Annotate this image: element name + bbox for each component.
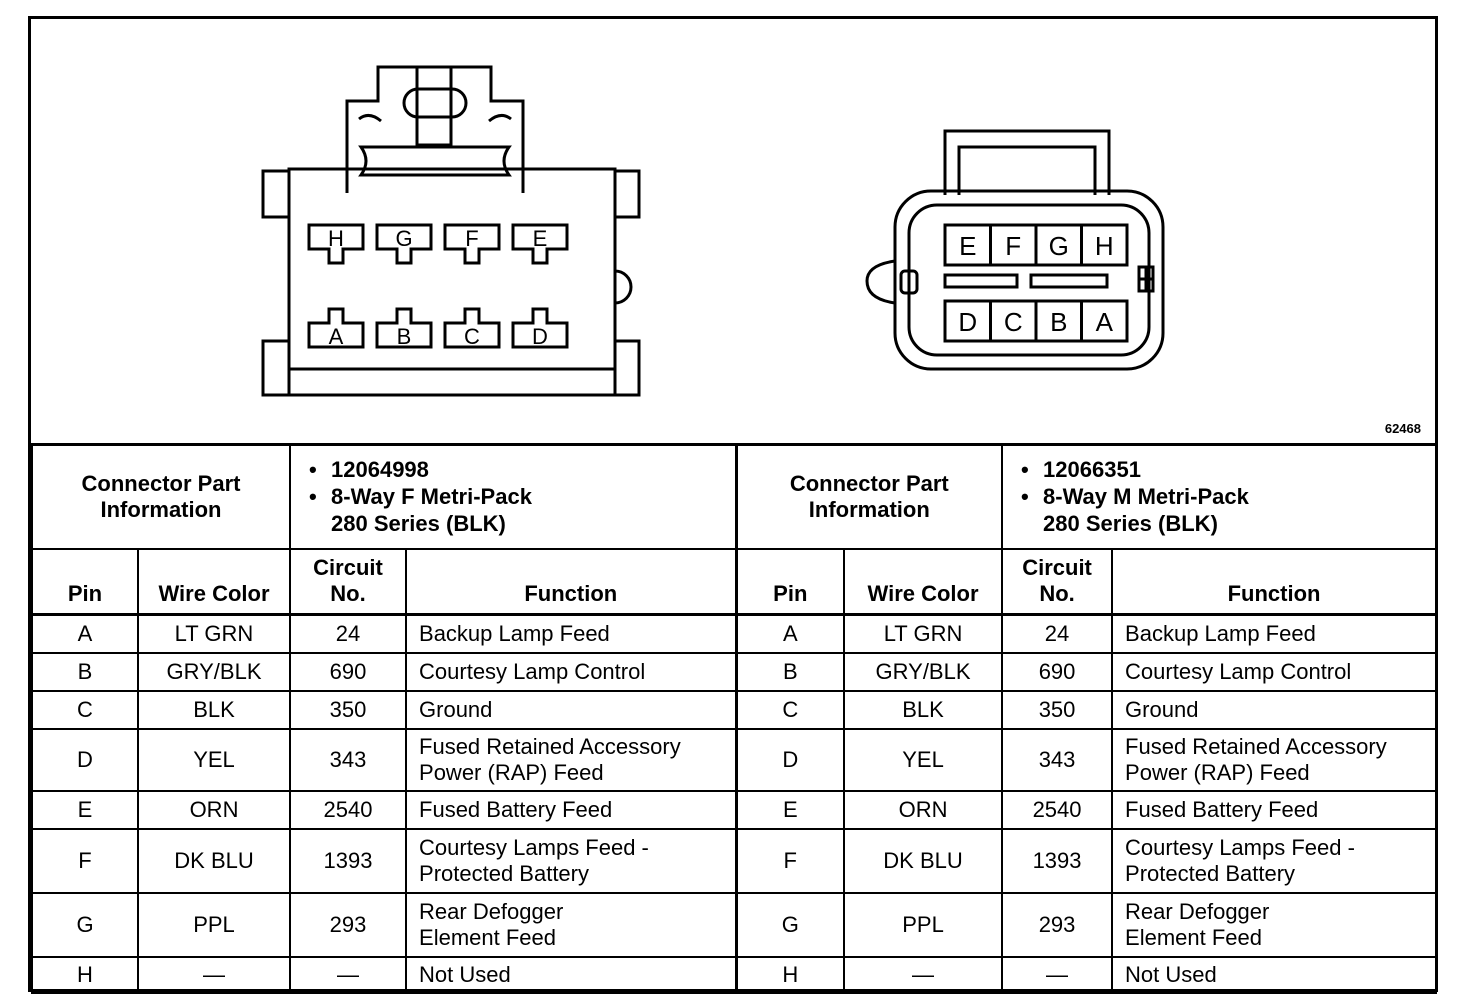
svg-text:E: E [532,226,548,251]
function-cell: Fused Battery Feed [1112,791,1436,829]
pin-cell: A [32,615,138,653]
pin-cell: G [736,893,844,957]
svg-text:B: B [1050,307,1068,337]
wire-color-cell: — [844,957,1002,993]
female-pin-7 [513,309,567,349]
circuit-cell: — [1002,957,1112,993]
function-cell: Backup Lamp Feed [406,615,736,653]
svg-text:G: G [1048,231,1069,261]
circuit-cell: 350 [1002,691,1112,729]
function-cell: Fused Battery Feed [406,791,736,829]
female-pin-2 [445,225,499,263]
table-row [32,957,1436,993]
pin-cell: C [32,691,138,729]
pin-cell: E [32,791,138,829]
table-row [32,829,1436,893]
function-cell: Rear Defogger Element Feed [1112,893,1436,957]
female-pin-1 [377,225,431,263]
male-pin-face_pins_top-1 [991,225,1022,265]
svg-text:C: C [464,324,480,349]
connector-info-row [32,445,1436,549]
svg-text:B: B [396,324,412,349]
part-number-left: • 12064998 [331,456,735,483]
wire-color-cell: YEL [844,729,1002,791]
connector-info-label-left: Connector Part Information [32,445,290,549]
wire-color-cell: GRY/BLK [844,653,1002,691]
male-pin-face_pins_top-3 [1082,225,1114,265]
table-row [32,893,1436,957]
wire-color-cell: PPL [844,893,1002,957]
male-pin-face_pins_bottom-1 [991,301,1023,341]
function-cell: Fused Retained Accessory Power (RAP) Feed [406,729,736,791]
wire-color-cell: LT GRN [844,615,1002,653]
col-header-wire-color: Wire Color [138,549,290,615]
svg-text:E: E [959,231,977,261]
male-pin-face_pins_bottom-2 [1036,301,1067,341]
connector-info-label-right: Connector Part Information [736,445,1002,549]
male-pin-face_pins_top-2 [1036,225,1069,265]
function-cell: Courtesy Lamps Feed - Protected Battery [1112,829,1436,893]
col-header-function: Function [1112,549,1436,615]
pin-cell: H [32,957,138,993]
circuit-cell: 2540 [290,791,406,829]
table-row [32,653,1436,691]
pin-cell: B [32,653,138,691]
function-cell: Courtesy Lamp Control [1112,653,1436,691]
pin-cell: B [736,653,844,691]
col-header-pin: Pin [736,549,844,615]
circuit-cell: 343 [290,729,406,791]
svg-text:A: A [328,324,344,349]
circuit-cell: 690 [1002,653,1112,691]
pin-cell: A [736,615,844,653]
pin-cell: H [736,957,844,993]
pin-cell: C [736,691,844,729]
wire-color-cell: YEL [138,729,290,791]
circuit-cell: 343 [1002,729,1112,791]
diagram-frame [28,16,1438,992]
part-series-left: 280 Series (BLK) [331,511,506,537]
function-cell: Not Used [406,957,736,993]
wire-color-cell: ORN [844,791,1002,829]
table-row [32,615,1436,653]
svg-text:H: H [328,226,344,251]
part-description-left: • 8-Way F Metri-Pack [331,483,735,510]
connector-part-info-right [1002,445,1436,549]
circuit-cell: 2540 [1002,791,1112,829]
col-header-circuit: Circuit No. [290,549,406,615]
wire-color-cell: DK BLU [844,829,1002,893]
wire-color-cell: GRY/BLK [138,653,290,691]
circuit-cell: 24 [1002,615,1112,653]
male-pin-face_pins_top-0 [959,231,976,261]
table-row [32,791,1436,829]
female-pin-5 [377,309,431,349]
wire-color-cell: BLK [138,691,290,729]
connector-diagram [31,19,1435,443]
svg-text:G: G [395,226,413,251]
part-series-right: 280 Series (BLK) [1043,511,1218,537]
circuit-cell: 293 [290,893,406,957]
wire-color-cell: PPL [138,893,290,957]
function-cell: Ground [406,691,736,729]
pin-cell: D [736,729,844,791]
connector-pinout-table [31,443,1437,994]
circuit-cell: 350 [290,691,406,729]
function-cell: Ground [1112,691,1436,729]
wire-color-cell: DK BLU [138,829,290,893]
col-header-circuit: Circuit No. [1002,549,1112,615]
col-header-pin: Pin [32,549,138,615]
female-pin-6 [445,309,499,349]
male-pin-face_pins_bottom-3 [1082,301,1114,341]
circuit-cell: 1393 [290,829,406,893]
circuit-cell: — [290,957,406,993]
table-row [32,729,1436,791]
circuit-cell: 293 [1002,893,1112,957]
male-pin-face_pins_bottom-0 [958,307,977,337]
figure-id: 62468 [1384,421,1421,436]
female-pin-4 [309,309,363,349]
svg-text:A: A [1095,307,1113,337]
part-description-right: • 8-Way M Metri-Pack [1043,483,1435,510]
circuit-cell: 24 [290,615,406,653]
female-pin-3 [513,225,567,263]
pin-cell: E [736,791,844,829]
pin-cell: F [736,829,844,893]
svg-text:D: D [958,307,978,337]
wire-color-cell: — [138,957,290,993]
circuit-cell: 1393 [1002,829,1112,893]
function-cell: Rear Defogger Element Feed [406,893,736,957]
wire-color-cell: ORN [138,791,290,829]
column-header-row [32,549,1436,615]
svg-text:D: D [532,324,548,349]
svg-text:C: C [1003,307,1023,337]
function-cell: Fused Retained Accessory Power (RAP) Feed [1112,729,1436,791]
function-cell: Backup Lamp Feed [1112,615,1436,653]
wire-color-cell: LT GRN [138,615,290,653]
pin-cell: G [32,893,138,957]
table-row [32,691,1436,729]
pin-cell: F [32,829,138,893]
function-cell: Courtesy Lamp Control [406,653,736,691]
svg-text:F: F [465,226,479,251]
wire-color-cell: BLK [844,691,1002,729]
svg-text:F: F [1005,231,1022,261]
pin-cell: D [32,729,138,791]
part-number-right: • 12066351 [1043,456,1435,483]
function-cell: Not Used [1112,957,1436,993]
female-pin-0 [309,225,363,263]
circuit-cell: 690 [290,653,406,691]
svg-text:H: H [1094,231,1114,261]
col-header-function: Function [406,549,736,615]
function-cell: Courtesy Lamps Feed - Protected Battery [406,829,736,893]
col-header-wire-color: Wire Color [844,549,1002,615]
connector-part-info-left [290,445,736,549]
